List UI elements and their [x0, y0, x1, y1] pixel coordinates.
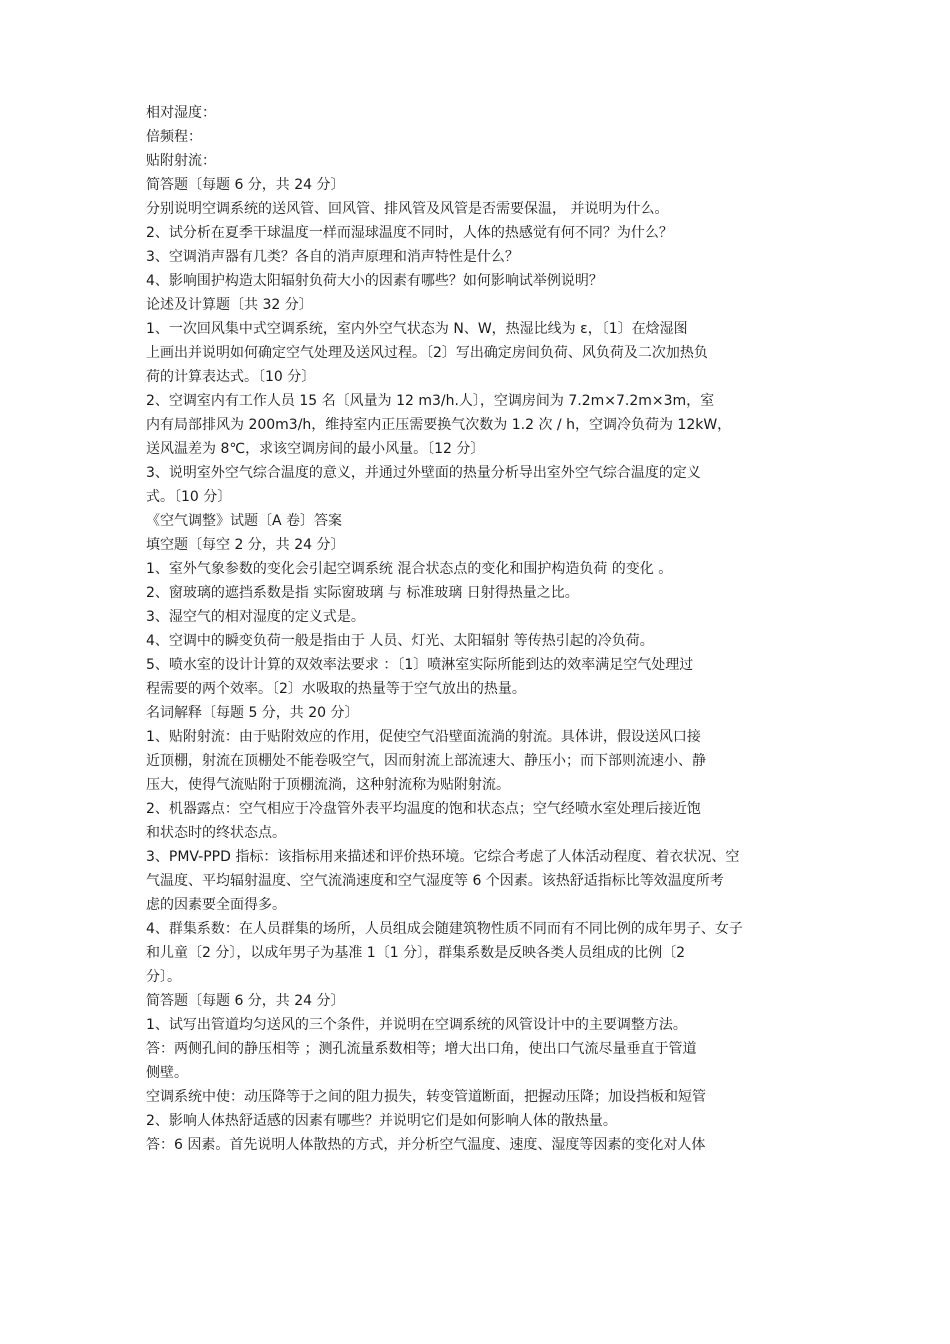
- text-line: 倍频程：: [146, 129, 202, 145]
- answer-item: 虑的因素要全面得多。: [146, 897, 286, 913]
- section-heading: 简答题〔每题 6 分，共 24 分〕: [146, 177, 345, 193]
- question-item: 送风温差为 8℃，求该空调房间的最小风量。〔12 分〕: [146, 441, 485, 457]
- text-line: 贴附射流：: [146, 153, 216, 169]
- answer-item: 答：6 因素。首先说明人体散热的方式，并分析空气温度、速度、湿度等因素的变化对人体: [146, 1137, 706, 1153]
- section-heading: 简答题〔每题 6 分，共 24 分〕: [146, 993, 345, 1009]
- answer-item: 1、室外气象参数的变化会引起空调系统 混合状态点的变化和围护构造负荷 的变化 。: [146, 561, 673, 577]
- question-item: 3、说明室外空气综合温度的意义，并通过外壁面的热量分析导出室外空气综合温度的定义: [146, 465, 701, 481]
- answer-item: 1、贴附射流：由于贴附效应的作用，促使空气沿壁面流淌的射流。具体讲，假设送风口接: [146, 729, 701, 745]
- answer-item: 压大，使得气流贴附于顶棚流淌，这种射流称为贴附射流。: [146, 777, 510, 793]
- answer-item: 气温度、平均辐射温度、空气流淌速度和空气湿度等 6 个因素。该热舒适指标比等效温度所考: [146, 873, 724, 889]
- question-item: 3、空调消声器有几类？各自的消声原理和消声特性是什么？: [146, 249, 519, 265]
- section-heading: 填空题〔每空 2 分，共 24 分〕: [146, 537, 345, 553]
- question-item: 分别说明空调系统的送风管、回风管、排风管及风管是否需要保温， 并说明为什么。: [146, 201, 669, 217]
- question-item: 式。〔10 分〕: [146, 489, 232, 505]
- answer-item: 分〕。: [146, 969, 181, 985]
- question-item: 1、一次回风集中式空调系统，室内外空气状态为 N、W，热湿比线为 ε，〔1〕在焓湿图: [146, 321, 688, 337]
- answer-item: 侧壁。: [146, 1065, 188, 1081]
- answer-item: 5、喷水室的设计计算的双效率法要求 ：〔1〕喷淋室实际所能到达的效率满足空气处理过: [146, 657, 694, 673]
- document-title: 《空气调整》试题〔A 卷〕答案: [146, 513, 343, 529]
- answer-item: 2、机器露点：空气相应于冷盘管外表平均温度的饱和状态点；空气经喷水室处理后接近饱: [146, 801, 701, 817]
- answer-item: 空调系统中使：动压降等于之间的阻力损失，转变管道断面，把握动压降；加设挡板和短管: [146, 1089, 706, 1105]
- question-item: 上画出并说明如何确定空气处理及送风过程。〔2〕写出确定房间负荷、风负荷及二次加热负: [146, 345, 708, 361]
- answer-item: 和状态时的终状态点。: [146, 825, 286, 841]
- answer-item: 程需要的两个效率。〔2〕水吸取的热量等于空气放出的热量。: [146, 681, 526, 697]
- section-heading: 论述及计算题〔共 32 分〕: [146, 297, 313, 313]
- answer-item: 4、空调中的瞬变负荷一般是指由于 人员、灯光、太阳辐射 等传热引起的冷负荷。: [146, 633, 654, 649]
- answer-item: 3、PMV-PPD 指标：该指标用来描述和评价热环境。它综合考虑了人体活动程度、着衣状况、空: [146, 849, 740, 865]
- answer-item: 和儿童〔2 分〕，以成年男子为基准 1〔1 分〕，群集系数是反映各类人员组成的比例〔2: [146, 945, 685, 961]
- question-item: 1、试写出管道均匀送风的三个条件，并说明在空调系统的风管设计中的主要调整方法。: [146, 1017, 687, 1033]
- text-line: 相对湿度：: [146, 105, 216, 121]
- answer-item: 答：两侧孔间的静压相等 ；测孔流量系数相等；增大出口角，使出口气流尽量垂直于管道: [146, 1041, 697, 1057]
- answer-item: 3、湿空气的相对湿度的定义式是。: [146, 609, 365, 625]
- answer-item: 4、群集系数：在人员群集的场所，人员组成会随建筑物性质不同而有不同比例的成年男子、女子: [146, 921, 743, 937]
- question-item: 2、试分析在夏季干球温度一样而湿球温度不同时，人体的热感觉有何不同？为什么？: [146, 225, 673, 241]
- question-item: 荷的计算表达式。〔10 分〕: [146, 369, 316, 385]
- answer-item: 近顶棚，射流在顶棚处不能卷吸空气，因而射流上部流速大、静压小；而下部则流速小、静: [146, 753, 706, 769]
- section-heading: 名词解释〔每题 5 分，共 20 分〕: [146, 705, 359, 721]
- document-body: [146, 101, 810, 1157]
- question-item: 2、空调室内有工作人员 15 名〔风量为 12 m3/h.人〕，空调房间为 7.2m×7.2m×3m，室: [146, 393, 715, 409]
- question-item: 4、影响围护构造太阳辐射负荷大小的因素有哪些？如何影响试举例说明？: [146, 273, 603, 289]
- question-item: 内有局部排风为 200m3/h，维持室内正压需要换气次数为 1.2 次 / h，空调冷负荷为 12kW，: [146, 417, 732, 433]
- answer-item: 2、窗玻璃的遮挡系数是指 实际窗玻璃 与 标准玻璃 日射得热量之比。: [146, 585, 579, 601]
- question-item: 2、影响人体热舒适感的因素有哪些？并说明它们是如何影响人体的散热量。: [146, 1113, 617, 1129]
